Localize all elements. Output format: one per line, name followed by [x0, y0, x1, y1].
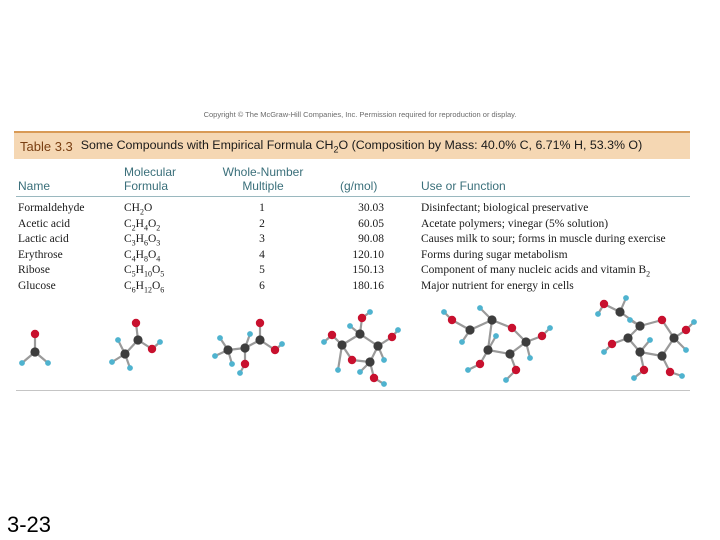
oxygen-atom	[31, 330, 39, 338]
oxygen-atom	[600, 300, 608, 308]
hydrogen-atom	[459, 339, 465, 345]
table-title-sub: 2	[333, 144, 339, 155]
hydrogen-atom	[631, 375, 637, 381]
header-multiple	[214, 165, 312, 193]
molar-mass: 180.16	[352, 279, 384, 292]
oxygen-atom	[328, 331, 336, 339]
formula-subscript: 2	[156, 222, 161, 232]
slide-number: 3-23	[7, 512, 52, 537]
molar-mass: 90.08	[358, 233, 384, 245]
use-or-function	[421, 201, 588, 216]
hydrogen-atom	[115, 337, 121, 343]
glucose-model	[595, 295, 697, 381]
carbon-atom	[120, 349, 129, 358]
carbon-atom	[355, 329, 364, 338]
whole-number-multiple: 5	[259, 264, 265, 276]
formula-subscript: 6	[143, 238, 148, 248]
use-text: Acetate polymers; vinegar (5% solution)	[421, 217, 609, 230]
formula-element: H	[135, 248, 144, 261]
molecule-models	[0, 290, 720, 390]
oxygen-atom	[448, 316, 456, 324]
oxygen-atom	[666, 368, 674, 376]
oxygen-atom	[508, 324, 516, 332]
formula-subscript: 6	[131, 284, 136, 294]
carbon-atom	[615, 307, 624, 316]
formula-element: C	[124, 217, 132, 230]
hydrogen-atom	[45, 360, 51, 366]
formula-subscript: 4	[156, 253, 161, 263]
use-or-function	[421, 217, 608, 232]
formula-subscript: 12	[143, 284, 152, 294]
hydrogen-atom	[279, 341, 285, 347]
oxygen-atom	[640, 366, 648, 374]
hydrogen-atom	[19, 360, 25, 366]
carbon-atom	[223, 345, 232, 354]
hydrogen-atom	[321, 339, 327, 345]
whole-number-multiple: 4	[259, 248, 265, 261]
hydrogen-atom	[357, 369, 363, 375]
whole-number-multiple: 2	[259, 217, 265, 230]
formula-subscript: 3	[156, 238, 161, 248]
erythrose-model	[321, 309, 401, 387]
formula-element: CH	[124, 202, 140, 214]
carbon-atom	[635, 347, 644, 356]
hydrogen-atom	[335, 367, 341, 373]
carbon-atom	[487, 315, 496, 324]
use-text: Disinfectant; biological preservative	[421, 202, 589, 214]
hydrogen-atom	[623, 295, 629, 301]
formula-element: C	[124, 233, 132, 245]
oxygen-atom	[388, 333, 396, 341]
hydrogen-atom	[679, 373, 685, 379]
formula-element: O	[143, 202, 153, 214]
whole-number-multiple: 1	[259, 202, 265, 214]
hydrogen-atom	[381, 357, 387, 363]
carbon-atom	[373, 341, 382, 350]
hydrogen-atom	[217, 335, 223, 341]
formula-element: H	[135, 264, 144, 276]
formula-subscript: 3	[131, 238, 136, 248]
hydrogen-atom	[441, 309, 447, 315]
copyright-notice: Copyright © The McGraw-Hill Companies, Inc. Permission required for reproduction or display.	[203, 110, 517, 119]
oxygen-atom	[512, 366, 520, 374]
use-or-function	[421, 248, 568, 263]
oxygen-atom	[132, 319, 140, 327]
hydrogen-atom	[691, 319, 697, 325]
hydrogen-atom	[347, 323, 353, 329]
hydrogen-atom	[157, 339, 163, 345]
header-rule	[16, 196, 690, 197]
header-mass: (g/mol)	[340, 179, 378, 193]
carbon-atom	[505, 349, 514, 358]
hydrogen-atom	[395, 327, 401, 333]
formaldehyde-model	[19, 330, 51, 366]
formula-element: H	[135, 279, 144, 292]
whole-number-multiple: 6	[259, 279, 265, 292]
formula-element: O	[147, 248, 157, 261]
table-row	[0, 232, 720, 247]
hydrogen-atom	[647, 337, 653, 343]
table-row	[0, 217, 720, 232]
formula-subscript: 6	[160, 284, 165, 294]
oxygen-atom	[348, 356, 356, 364]
hydrogen-atom	[247, 331, 253, 337]
formula-subscript: 2	[139, 207, 144, 217]
formula-subscript: 4	[143, 222, 148, 232]
compound-name: Glucose	[18, 279, 56, 292]
molar-mass: 30.03	[358, 202, 384, 214]
formula-subscript: 4	[131, 253, 136, 263]
use-or-function	[421, 232, 666, 247]
molar-mass: 60.05	[358, 217, 384, 230]
formula-element: O	[151, 264, 161, 276]
formula-element: C	[124, 248, 132, 261]
formula-element: H	[135, 217, 144, 230]
hydrogen-atom	[683, 347, 689, 353]
formula-element: O	[147, 233, 157, 245]
formula-subscript: 10	[143, 269, 152, 279]
table-row	[0, 263, 720, 278]
use-text: Component of many nucleic acids and vitamin B	[421, 264, 647, 276]
hydrogen-atom	[237, 370, 243, 376]
table-title-part1: Some Compounds with Empirical Formula CH	[80, 137, 334, 152]
lactic-acid-model	[212, 319, 285, 376]
oxygen-atom	[476, 360, 484, 368]
carbon-atom	[240, 343, 249, 352]
header-formula-line1: Molecular	[124, 165, 177, 179]
hydrogen-atom	[527, 355, 533, 361]
carbon-atom	[365, 357, 374, 366]
hydrogen-atom	[465, 367, 471, 373]
molar-mass: 150.13	[352, 264, 384, 276]
carbon-atom	[635, 321, 644, 330]
compound-name: Formaldehyde	[18, 202, 85, 214]
bottom-rule	[16, 390, 690, 391]
whole-number-multiple: 3	[259, 233, 265, 245]
header-multiple-line1: Whole-Number	[222, 165, 304, 179]
compound-name: Erythrose	[18, 248, 63, 261]
compound-name: Ribose	[18, 264, 50, 276]
hydrogen-atom	[493, 333, 499, 339]
hydrogen-atom	[127, 365, 133, 371]
table-title-bar	[14, 131, 690, 159]
carbon-atom	[669, 333, 678, 342]
hydrogen-atom	[595, 311, 601, 317]
formula-subscript: 8	[143, 253, 148, 263]
hydrogen-atom	[477, 305, 483, 311]
hydrogen-atom	[367, 309, 373, 315]
formula-element: H	[135, 233, 144, 245]
table-title-part2: O (Composition by Mass: 40.0% C, 6.71% H, 53.3% O)	[338, 137, 643, 152]
hydrogen-atom	[547, 325, 553, 331]
header-formula	[124, 165, 176, 193]
header-formula-line2: Formula	[124, 179, 169, 193]
table-number: Table 3.3	[20, 138, 73, 154]
carbon-atom	[337, 340, 346, 349]
compound-name: Lactic acid	[18, 233, 69, 245]
use-text: Causes milk to sour; forms in muscle during exercise	[421, 233, 666, 245]
carbon-atom	[133, 335, 142, 344]
formula-subscript: 2	[131, 222, 136, 232]
hydrogen-atom	[229, 361, 235, 367]
header-use: Use or Function	[421, 179, 506, 193]
table-row	[0, 248, 720, 263]
carbon-atom	[483, 345, 492, 354]
formula-subscript: 5	[160, 269, 165, 279]
ribose-model	[441, 305, 553, 383]
oxygen-atom	[370, 374, 378, 382]
oxygen-atom	[256, 319, 264, 327]
oxygen-atom	[682, 326, 690, 334]
use-subscript: 2	[646, 269, 651, 279]
carbon-atom	[30, 347, 39, 356]
formula-element: C	[124, 279, 132, 292]
oxygen-atom	[658, 316, 666, 324]
use-text: Major nutrient for energy in cells	[421, 279, 574, 292]
header-multiple-line2: Multiple	[242, 179, 284, 193]
oxygen-atom	[538, 332, 546, 340]
oxygen-atom	[608, 340, 616, 348]
hydrogen-atom	[503, 377, 509, 383]
carbon-atom	[657, 351, 666, 360]
table-row	[0, 201, 720, 216]
formula-element: C	[124, 264, 132, 276]
carbon-atom	[623, 333, 632, 342]
table-title	[81, 138, 642, 154]
oxygen-atom	[148, 345, 156, 353]
hydrogen-atom	[601, 349, 607, 355]
header-name: Name	[18, 179, 51, 193]
hydrogen-atom	[109, 359, 115, 365]
oxygen-atom	[271, 346, 279, 354]
formula-subscript: 5	[131, 269, 136, 279]
formula-element: O	[151, 279, 161, 292]
use-text: Forms during sugar metabolism	[421, 248, 568, 261]
carbon-atom	[465, 325, 474, 334]
acetic-acid-model	[109, 319, 163, 371]
carbon-atom	[255, 335, 264, 344]
hydrogen-atom	[212, 353, 218, 359]
compound-name: Acetic acid	[18, 217, 71, 230]
carbon-atom	[521, 337, 530, 346]
oxygen-atom	[358, 314, 366, 322]
molar-mass: 120.10	[352, 248, 384, 261]
oxygen-atom	[241, 360, 249, 368]
hydrogen-atom	[627, 317, 633, 323]
hydrogen-atom	[381, 381, 387, 387]
formula-element: O	[147, 217, 157, 230]
